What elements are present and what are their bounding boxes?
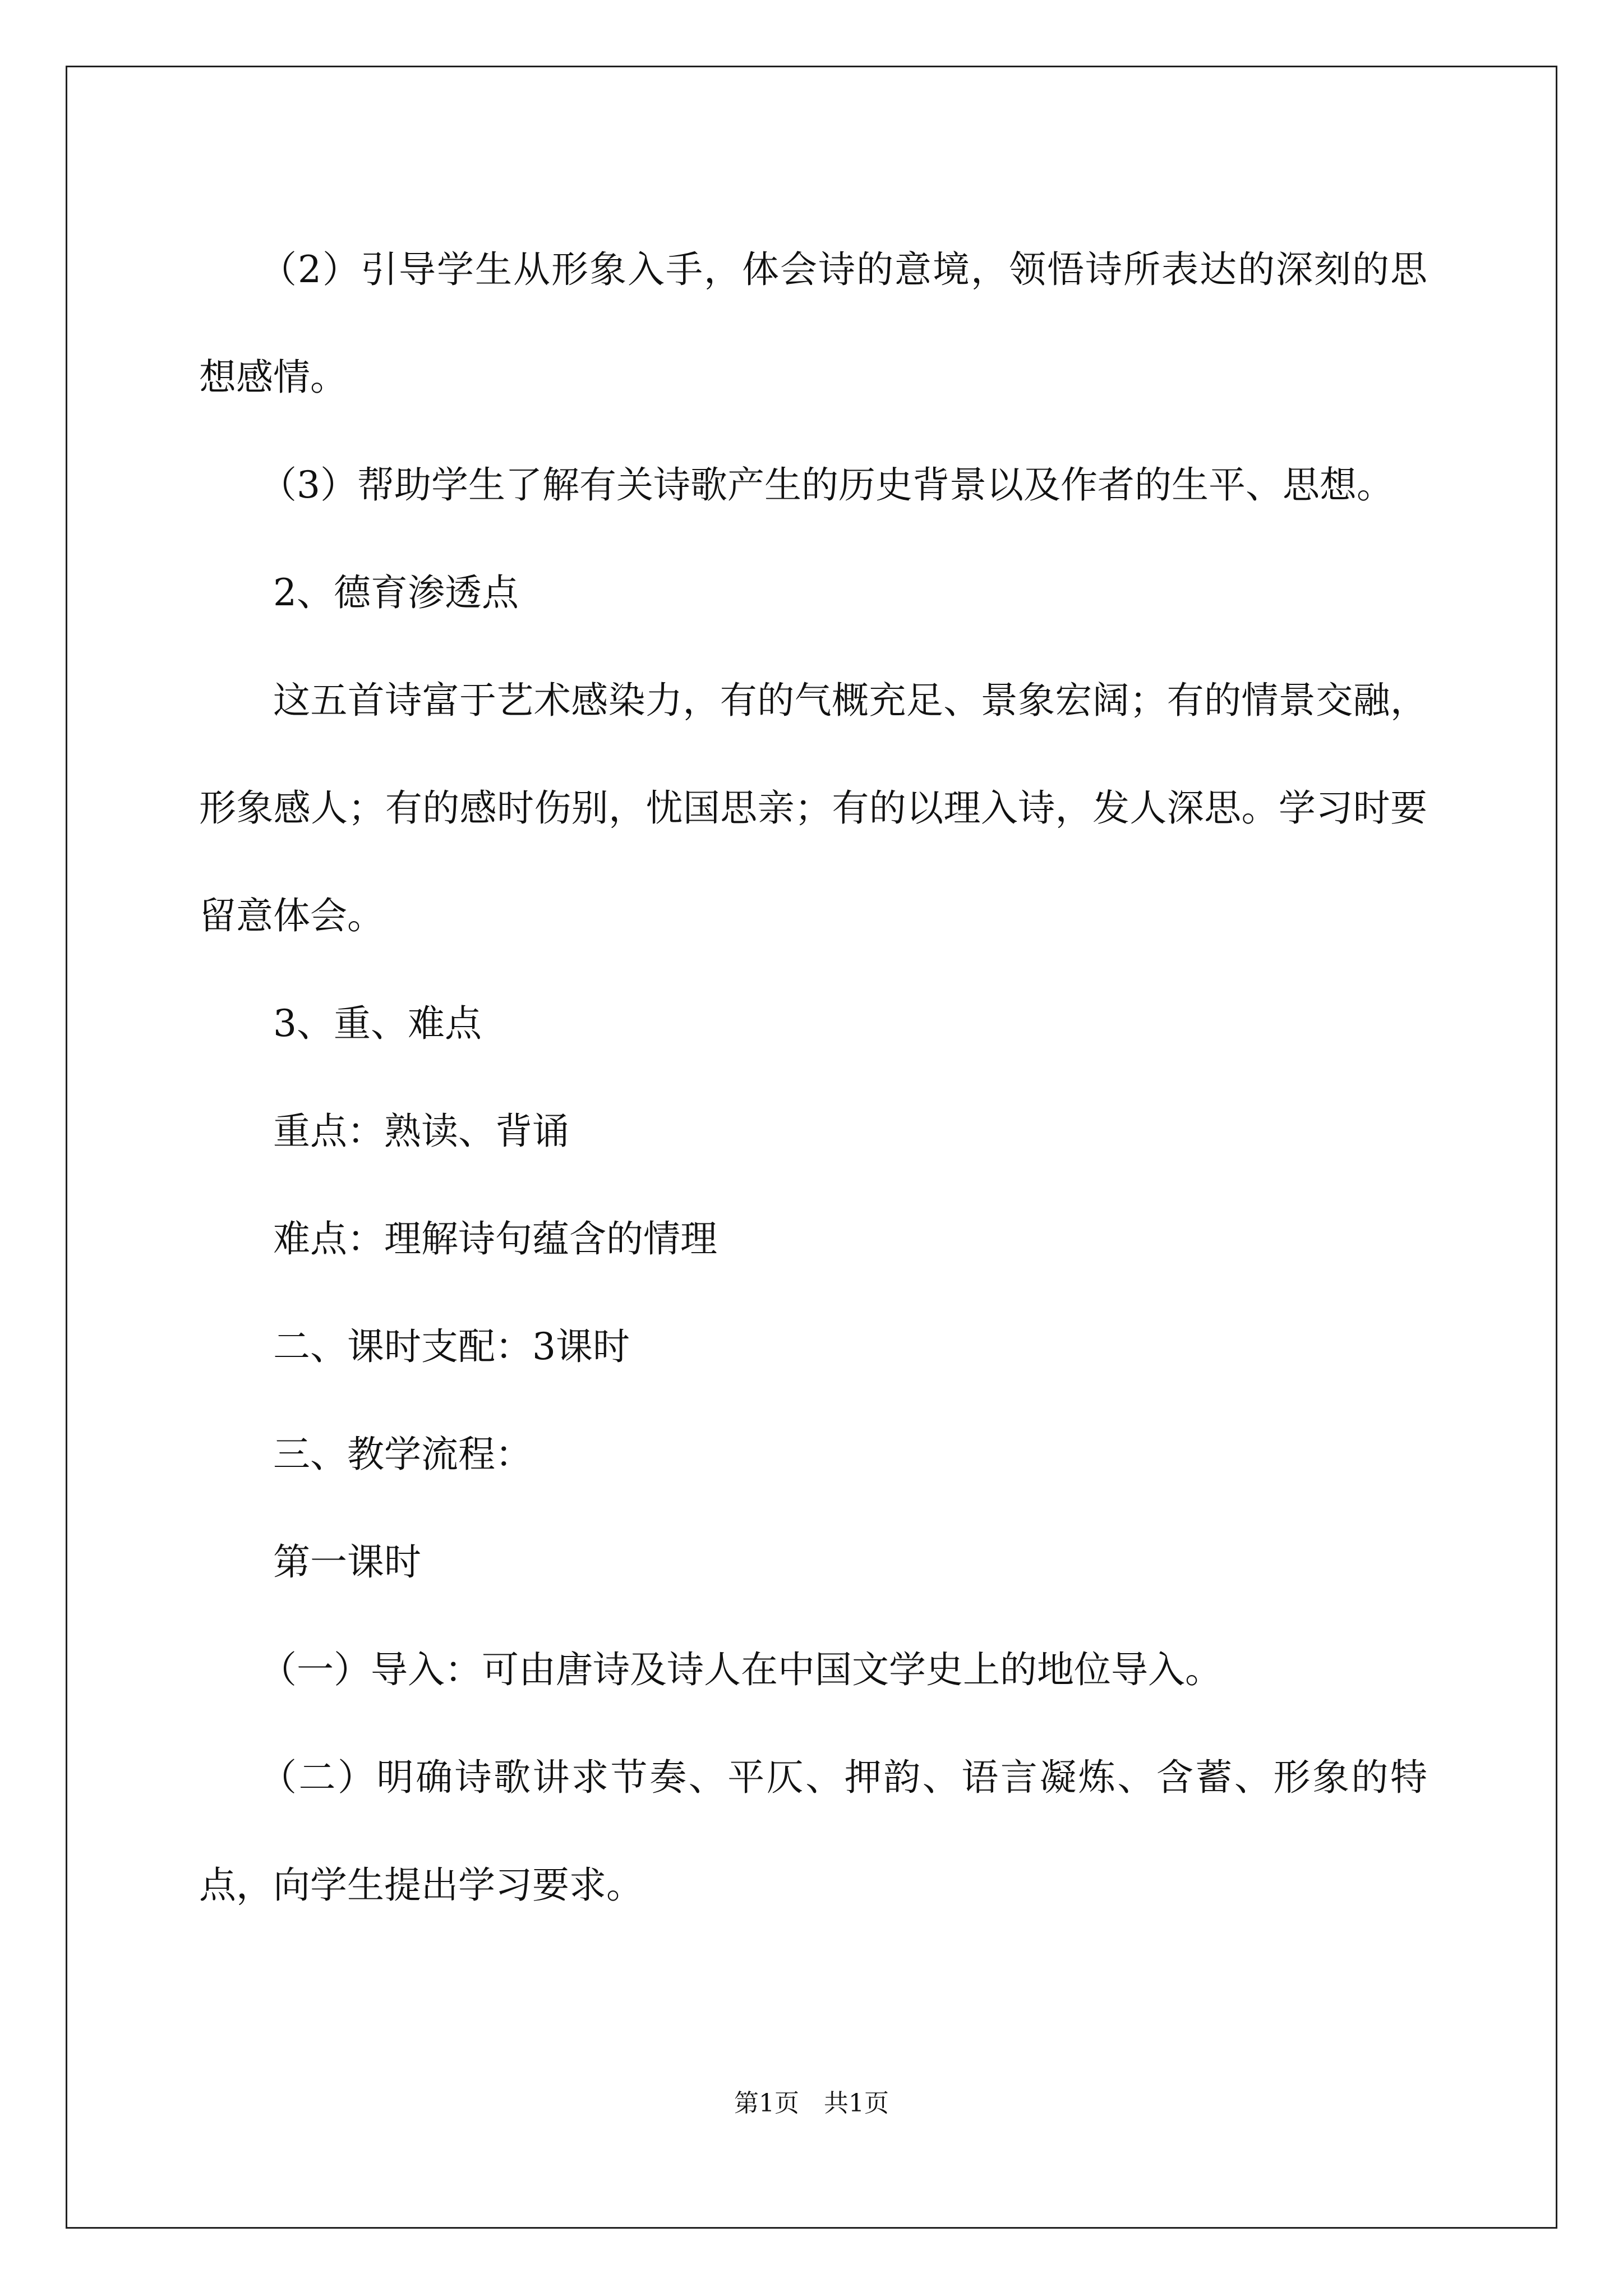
paragraph-key-points: 重点：熟读、背诵 xyxy=(273,1110,569,1153)
heading-class-hours: 二、课时支配：3课时 xyxy=(273,1325,630,1368)
heading-moral-education: 2、德育渗透点 xyxy=(273,571,519,614)
page-footer xyxy=(0,2087,1623,2120)
paragraph-objective-3: （3）帮助学生了解有关诗歌产生的历史背景以及作者的生平、思想。 xyxy=(260,463,1394,507)
heading-teaching-process: 三、教学流程： xyxy=(273,1433,532,1476)
page-number-current: 第1页 xyxy=(734,2089,799,2118)
paragraph-objective-2: （2）引导学生从形象入手，体会诗的意境，领悟诗所表达的深刻的思想感情。 xyxy=(199,248,1427,399)
paragraph-poetry-features: （二）明确诗歌讲求节奏、平仄、押韵、语言凝炼、含蓄、形象的特点，向学生提出学习要求。 xyxy=(199,1756,1427,1907)
paragraph-moral-education: 这五首诗富于艺术感染力，有的气概充足、景象宏阔；有的情景交融，形象感人；有的感时伤别，忧国思亲；有的以理入诗，发人深思。学习时要留意体会。 xyxy=(199,679,1427,937)
heading-first-lesson: 第一课时 xyxy=(273,1540,421,1584)
document-body xyxy=(199,216,1427,1939)
heading-key-difficulties: 3、重、难点 xyxy=(273,1002,482,1045)
paragraph-introduction: （一）导入：可由唐诗及诗人在中国文学史上的地位导入。 xyxy=(260,1648,1222,1691)
paragraph-difficult-points: 难点：理解诗句蕴含的情理 xyxy=(273,1217,717,1260)
page-number-total: 共1页 xyxy=(824,2089,889,2118)
